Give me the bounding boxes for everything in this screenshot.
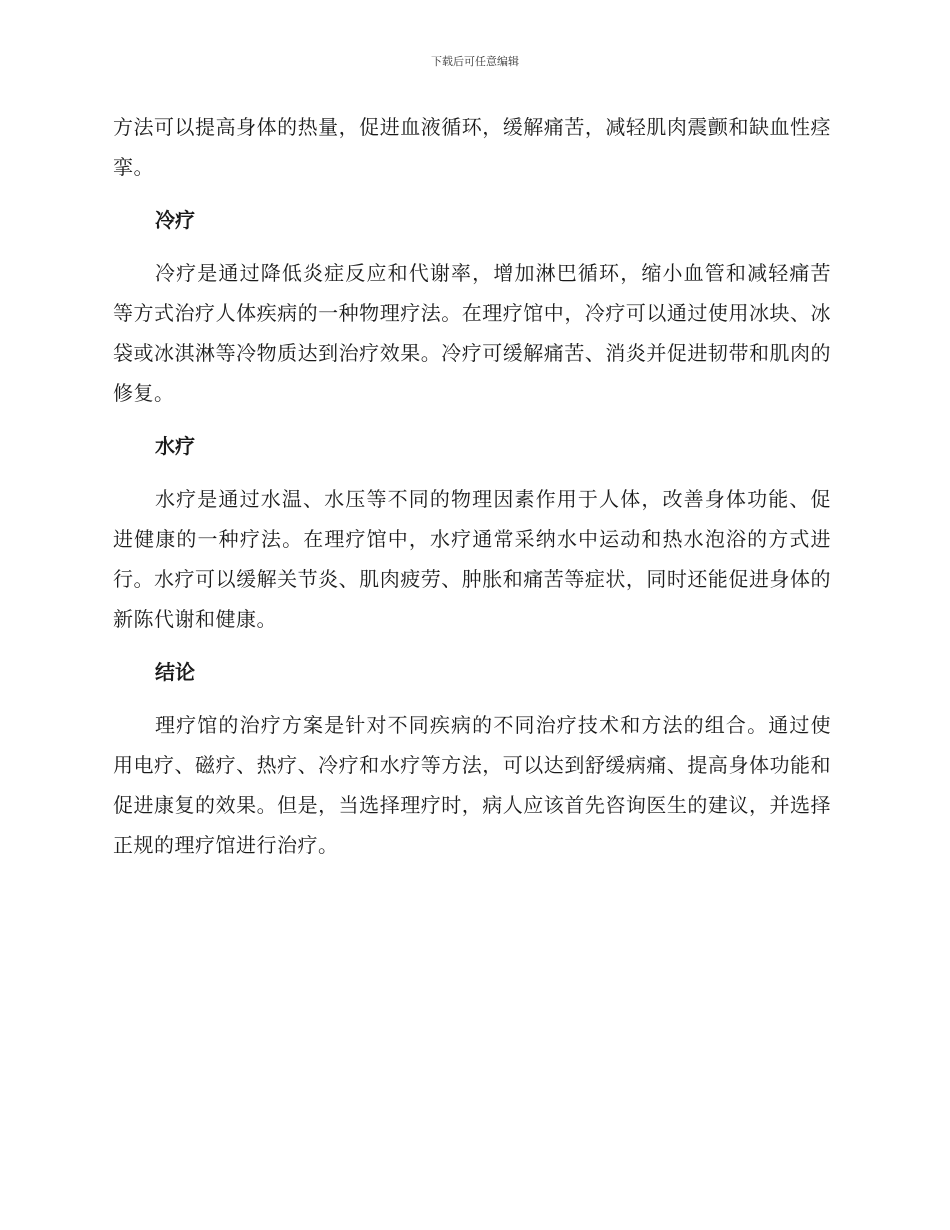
section-heading-hydrotherapy: 水疗 [155, 434, 195, 458]
document-body [113, 107, 831, 865]
section-body-conclusion: 理疗馆的治疗方案是针对不同疾病的不同治疗技术和方法的组合。通过使用电疗、磁疗、热疗、冷疗和水疗等方法，可以达到舒缓病痛、提高身体功能和促进康复的效果。但是，当选择理疗时，病人应该首先咨询医生的建议，并选择正规的理疗馆进行治疗。 [113, 713, 831, 857]
section-heading-cold-therapy: 冷疗 [155, 208, 195, 232]
section-body-cold-therapy: 冷疗是通过降低炎症反应和代谢率，增加淋巴循环，缩小血管和减轻痛苦等方式治疗人体疾病的一种物理疗法。在理疗馆中，冷疗可以通过使用冰块、冰袋或冰淇淋等冷物质达到治疗效果。冷疗可缓解痛苦、消炎并促进韧带和肌肉的修复。 [113, 261, 831, 405]
intro-paragraph: 方法可以提高身体的热量，促进血液循环，缓解痛苦，减轻肌肉震颤和缺血性痉挛。 [113, 115, 831, 179]
section-heading-conclusion: 结论 [155, 660, 195, 684]
page-header: 下载后可任意编辑 [431, 55, 519, 68]
section-body-hydrotherapy: 水疗是通过水温、水压等不同的物理因素作用于人体，改善身体功能、促进健康的一种疗法。在理疗馆中，水疗通常采纳水中运动和热水泡浴的方式进行。水疗可以缓解关节炎、肌肉疲劳、肿胀和痛苦等症状，同时还能促进身体的新陈代谢和健康。 [113, 487, 831, 631]
